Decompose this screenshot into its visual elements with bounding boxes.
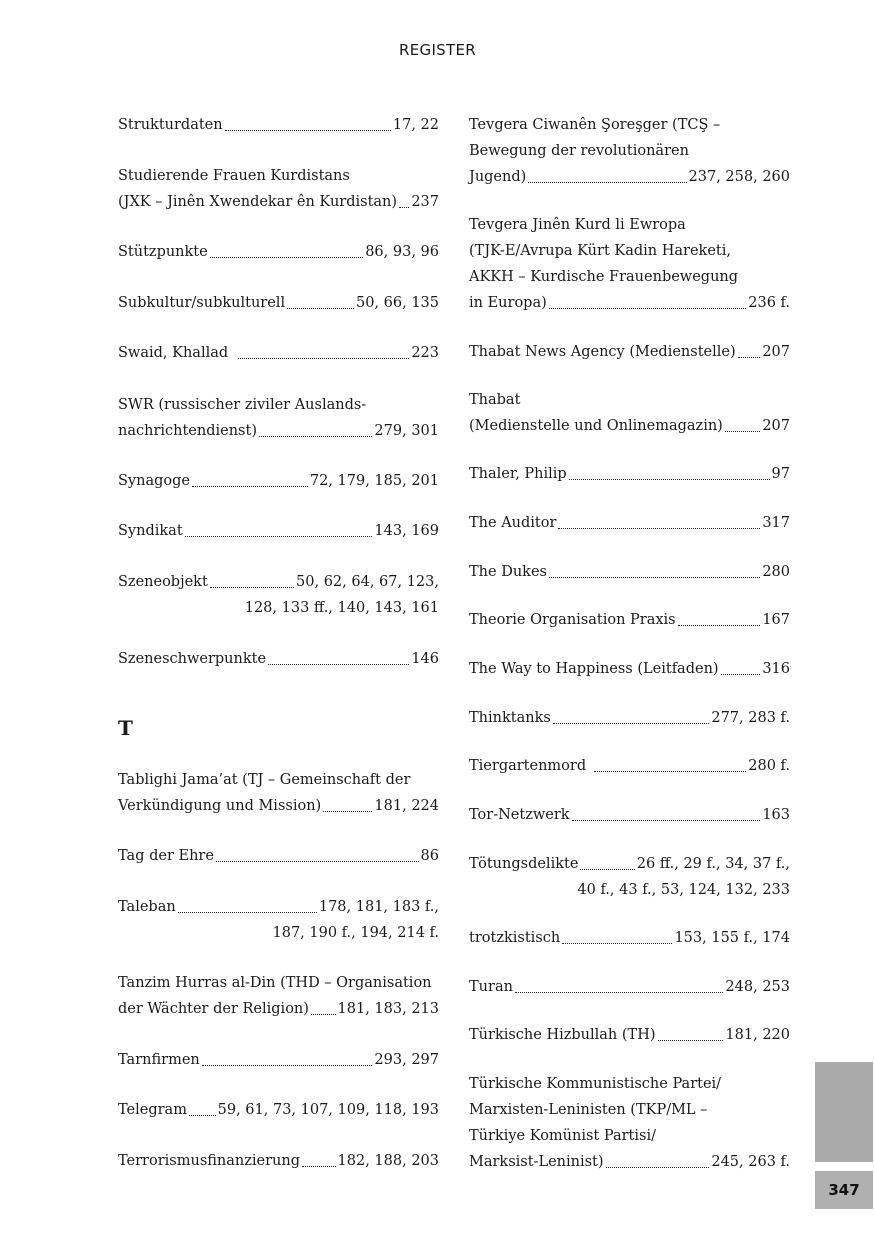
entry-term-line: Bewegung der revolutionären (469, 143, 689, 159)
entry-term: Thinktanks (469, 710, 551, 726)
entry-pages: 86 (420, 848, 439, 864)
index-entry (118, 340, 439, 366)
dot-leader (678, 624, 761, 626)
index-entry (118, 1097, 439, 1123)
index-entry (469, 705, 790, 731)
entry-pages-continued: 40 f., 43 f., 53, 124, 132, 233 (577, 882, 790, 898)
entry-term: Turan (469, 979, 513, 995)
entry-pages: 97 (771, 466, 790, 482)
entry-term: The Dukes (469, 564, 547, 580)
dot-leader (399, 206, 409, 208)
index-entry (118, 646, 439, 672)
dot-leader (323, 810, 372, 812)
entry-pages: 317 (762, 515, 790, 531)
entry-pages: 277, 283 f. (711, 710, 790, 726)
entry-pages: 237, 258, 260 (688, 169, 790, 185)
entry-pages: 236 f. (748, 295, 790, 311)
index-entry (118, 392, 439, 444)
index-entry (469, 974, 790, 1000)
entry-term-line: Türkische Kommunistische Partei/ (469, 1076, 722, 1092)
index-entry (118, 894, 439, 946)
index-entry (469, 656, 790, 682)
entry-term-line: Thabat (469, 392, 521, 408)
index-entry (469, 510, 790, 536)
index-entry (118, 767, 439, 819)
entry-pages: 223 (411, 345, 439, 361)
dot-leader (238, 357, 409, 359)
dot-leader (528, 181, 686, 183)
dot-leader (210, 586, 294, 588)
entry-term: (Medienstelle und Onlinemagazin) (469, 418, 723, 434)
dot-leader (725, 430, 760, 432)
entry-term: The Auditor (469, 515, 557, 531)
dot-leader (259, 435, 372, 437)
entry-pages: 181, 183, 213 (337, 1001, 439, 1017)
entry-term-line: Türkiye Komünist Partisi/ (469, 1128, 656, 1144)
dot-leader (549, 576, 760, 578)
entry-term-line: SWR (russischer ziviler Auslands- (118, 397, 367, 413)
entry-term: Terrorismusfinanzierung (118, 1153, 301, 1169)
entry-pages: 50, 66, 135 (355, 295, 439, 311)
entry-term: in Europa) (469, 295, 547, 311)
dot-leader (287, 307, 354, 309)
entry-term: Tarnfirmen (118, 1052, 200, 1068)
dot-leader (311, 1013, 336, 1015)
entry-term: The Way to Happiness (Leitfaden) (469, 661, 719, 677)
dot-leader (189, 1114, 216, 1116)
dot-leader (569, 478, 770, 480)
entry-pages: 245, 263 f. (711, 1154, 790, 1170)
dot-leader (606, 1166, 710, 1168)
index-entry (118, 468, 439, 494)
entry-pages: 26 ff., 29 f., 34, 37 f., (636, 856, 790, 872)
entry-pages: 146 (411, 651, 439, 667)
page-number: 347 (828, 1181, 860, 1199)
index-entry (469, 212, 790, 316)
dot-leader (178, 911, 317, 913)
entry-term: Tag der Ehre (118, 848, 214, 864)
entry-term: Türkische Hizbullah (TH) (469, 1027, 656, 1043)
entry-term: Jugend) (469, 169, 527, 185)
entry-term: trotzkistisch (469, 930, 561, 946)
index-entry (469, 1071, 790, 1175)
entry-pages: 280 (762, 564, 790, 580)
entry-term: Thaler, Philip (469, 466, 567, 482)
dot-leader (594, 770, 746, 772)
entry-pages: 153, 155 f., 174 (674, 930, 790, 946)
entry-term-line: Tevgera Jinên Kurd li Ewropa (469, 217, 686, 233)
index-entry (118, 163, 439, 215)
entry-term-line: Studierende Frauen Kurdistans (118, 168, 350, 184)
index-entry (469, 1022, 790, 1048)
dot-leader (549, 307, 746, 309)
entry-term-line: (TJK-E/Avrupa Kürt Kadin Hareketi, (469, 243, 731, 259)
entry-term: Stützpunkte (118, 244, 208, 260)
dot-leader (210, 256, 363, 258)
index-entry (469, 112, 790, 190)
entry-pages: 181, 220 (725, 1027, 790, 1043)
entry-term: Synagoge (118, 473, 190, 489)
dot-leader (192, 485, 308, 487)
entry-term-line: Marxisten-Leninisten (TKP/ML – (469, 1102, 708, 1118)
dot-leader (562, 942, 672, 944)
entry-term-line: AKKH – Kurdische Frauenbewegung (469, 269, 739, 285)
index-entry (118, 843, 439, 869)
dot-leader (738, 356, 761, 358)
entry-pages: 178, 181, 183 f., (318, 899, 439, 915)
index-entry (118, 112, 439, 138)
index-entry (118, 970, 439, 1022)
entry-term: Szeneschwerpunkte (118, 651, 267, 667)
entry-pages: 207 (762, 418, 790, 434)
index-entry (118, 1047, 439, 1073)
entry-pages: 237 (411, 194, 439, 210)
entry-term: nachrichtendienst) (118, 423, 257, 439)
entry-term: Theorie Organisation Praxis (469, 612, 676, 628)
thumb-index-tab (815, 1062, 873, 1162)
entry-term: Strukturdaten (118, 117, 223, 133)
entry-pages: 17, 22 (392, 117, 439, 133)
index-entry (469, 851, 790, 903)
entry-term: Verkündigung und Mission) (118, 798, 322, 814)
dot-leader (185, 535, 373, 537)
entry-term: Subkultur/subkulturell (118, 295, 286, 311)
index-entry (118, 569, 439, 621)
entry-term: Taleban (118, 899, 176, 915)
dot-leader (515, 991, 723, 993)
dot-leader (558, 527, 760, 529)
dot-leader (268, 663, 409, 665)
entry-pages: 163 (762, 807, 790, 823)
entry-pages: 279, 301 (374, 423, 439, 439)
entry-pages: 293, 297 (374, 1052, 439, 1068)
entry-term: Tiergartenmord (469, 758, 587, 774)
index-entry (469, 753, 790, 779)
entry-pages: 181, 224 (374, 798, 439, 814)
entry-term: Szeneobjekt (118, 574, 208, 590)
running-header: REGISTER (399, 41, 476, 59)
entry-term: Tor-Netzwerk (469, 807, 570, 823)
entry-pages: 143, 169 (374, 523, 439, 539)
index-entry (469, 925, 790, 951)
entry-pages: 207 (762, 344, 790, 360)
entry-term: der Wächter der Religion) (118, 1001, 309, 1017)
page-number-tab (815, 1171, 873, 1209)
dot-leader (553, 722, 710, 724)
entry-term-line: Tanzim Hurras al-Din (THD – Organisation (118, 975, 432, 991)
dot-leader (658, 1039, 724, 1041)
entry-term: Thabat News Agency (Medienstelle) (469, 344, 736, 360)
entry-term: Marksist-Leninist) (469, 1154, 604, 1170)
entry-pages-continued: 187, 190 f., 194, 214 f. (272, 925, 439, 941)
entry-pages: 86, 93, 96 (365, 244, 439, 260)
dot-leader (225, 129, 391, 131)
entry-term: Syndikat (118, 523, 183, 539)
index-entry (118, 1148, 439, 1174)
dot-leader (202, 1064, 373, 1066)
dot-leader (302, 1165, 336, 1167)
entry-pages: 182, 188, 203 (337, 1153, 439, 1169)
section-letter: T (118, 716, 133, 740)
entry-term-line: Tevgera Ciwanên Şoreşger (TCŞ – (469, 117, 721, 133)
entry-term: Telegram (118, 1102, 187, 1118)
index-entry (469, 802, 790, 828)
dot-leader (216, 860, 419, 862)
index-entry (469, 339, 790, 365)
entry-pages: 167 (762, 612, 790, 628)
entry-term: (JXK – Jinên Xwendekar ên Kurdistan) (118, 194, 398, 210)
entry-pages: 248, 253 (725, 979, 790, 995)
index-entry (469, 607, 790, 633)
entry-term: Tötungsdelikte (469, 856, 579, 872)
entry-pages: 50, 62, 64, 67, 123, (296, 574, 439, 590)
entry-term: Swaid, Khallad (118, 345, 229, 361)
index-entry (469, 559, 790, 585)
index-entry (469, 461, 790, 487)
index-entry (118, 239, 439, 265)
entry-pages: 316 (762, 661, 790, 677)
dot-leader (721, 673, 761, 675)
index-entry (469, 387, 790, 439)
index-entry (118, 518, 439, 544)
dot-leader (580, 868, 634, 870)
entry-pages: 72, 179, 185, 201 (309, 473, 439, 489)
entry-pages: 280 f. (748, 758, 790, 774)
entry-term-line: Tablighi Jama’at (TJ – Gemeinschaft der (118, 772, 411, 788)
index-entry (118, 290, 439, 316)
dot-leader (572, 819, 761, 821)
entry-pages-continued: 128, 133 ff., 140, 143, 161 (244, 600, 439, 616)
entry-pages: 59, 61, 73, 107, 109, 118, 193 (217, 1102, 439, 1118)
